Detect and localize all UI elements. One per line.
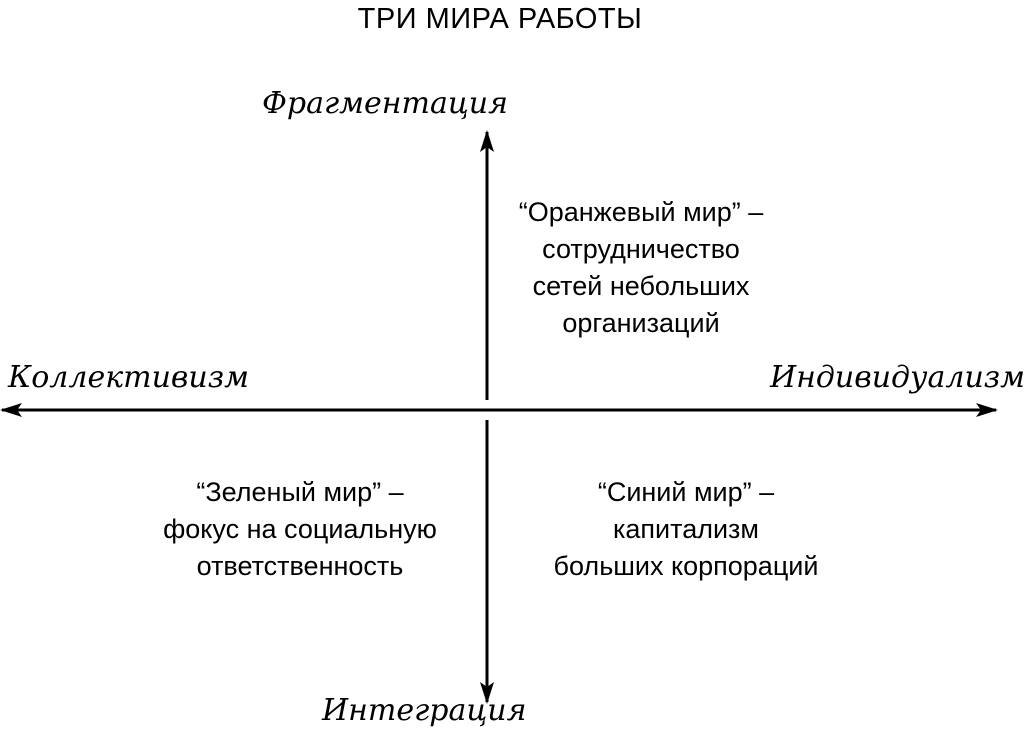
axis-label-fragmentation: Фрагментация [262, 86, 508, 121]
quadrant-green-line: фокус на социальную [163, 514, 437, 544]
quadrant-orange-line: сотрудничество [542, 234, 740, 264]
quadrant-green-world [140, 474, 460, 585]
diagram-title: ТРИ МИРА РАБОТЫ [357, 3, 643, 35]
quadrant-orange-line: организаций [562, 308, 720, 338]
quadrant-blue-line: “Синий мир” – [597, 477, 775, 507]
quadrant-green-line: ответственность [196, 551, 404, 581]
quadrant-orange-line: “Оранжевый мир” – [518, 197, 764, 227]
axis-label-integration: Интеграция [322, 693, 527, 728]
quadrant-blue-world [516, 474, 856, 585]
quadrant-blue-line: капитализм [613, 514, 759, 544]
quadrant-orange-line: сетей небольших [532, 271, 750, 301]
axis-label-collectivism: Коллективизм [8, 360, 249, 395]
quadrant-blue-line: больших корпораций [553, 551, 819, 581]
quadrant-orange-world [496, 194, 786, 342]
quadrant-green-line: “Зеленый мир” – [196, 477, 404, 507]
axis-label-individualism: Индивидуализм [770, 360, 1025, 395]
